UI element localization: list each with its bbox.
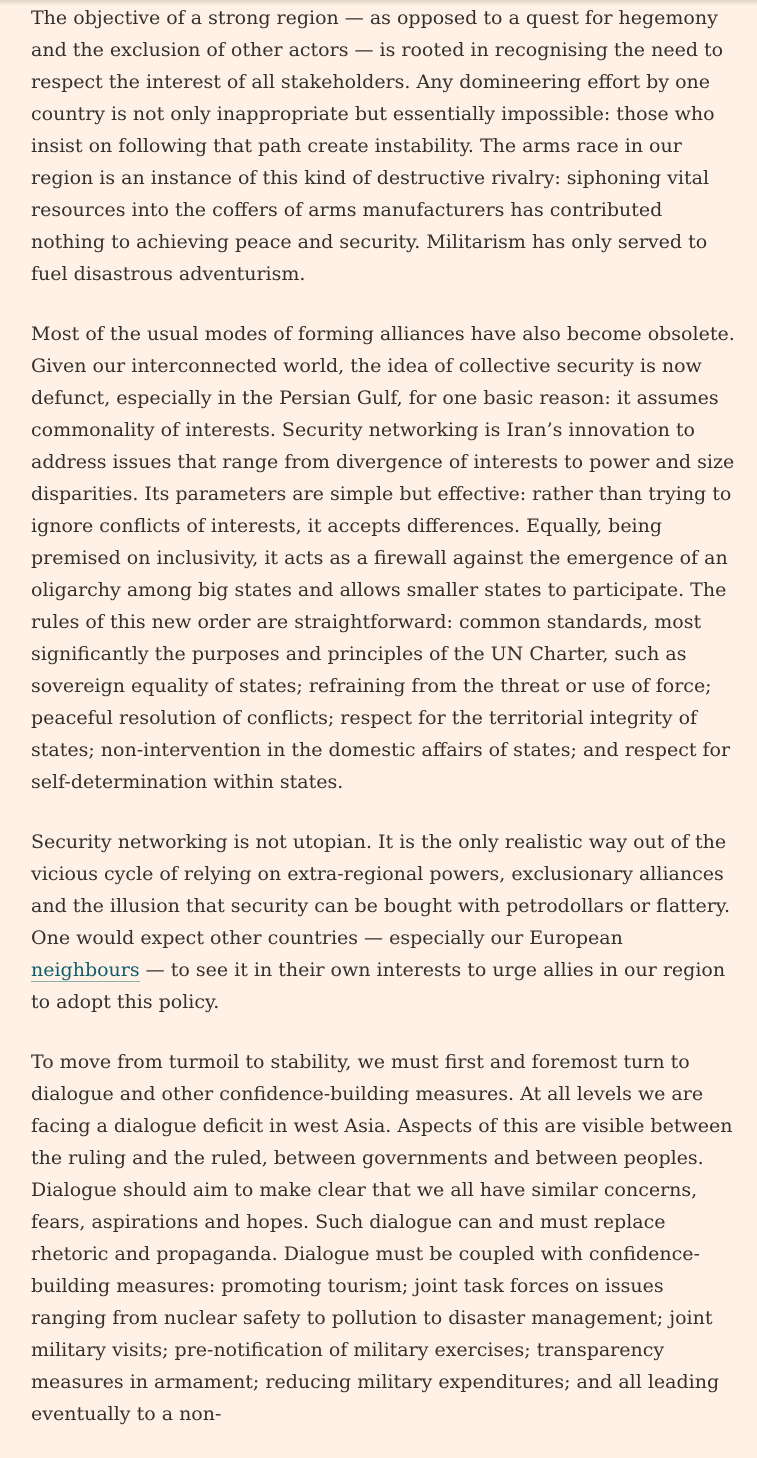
paragraph-dialogue: To move from turmoil to stability, we must first and foremost turn to dialogue and other confidence-building measures. At all levels we are facing a dialogue deficit in west Asia. Aspects of this are visible between the ruling and the ruled, between governments and between peoples. Dialogue should aim to make clear that we all have similar concerns, fears, aspirations and hopes. Such dialogue can and must replace rhetoric and propaganda. Dialogue must be coupled with confidence-building measures: promoting tourism; joint task forces on issues ranging from nuclear safety to pollution to disaster management; joint military visits; pre-notification of military exercises; transparency measures in armament; reducing military expenditures; and all leading eventually to a non- <box>31 1051 733 1425</box>
paragraph-text-after-link: — to see it in their own interests to urge allies in our region to adopt this policy. <box>31 959 726 1013</box>
article-body <box>31 2 735 1458</box>
paragraph-alliances-obsolete: Most of the usual modes of forming alliances have also become obsolete. Given our interconnected world, the idea of collective security is now defunct, especially in the Persian Gulf, for one basic reason: it assumes commonality of interests. Security networking is Iran’s innovation to address issues that range from divergence of interests to power and size disparities. Its parameters are simple but effective: rather than trying to ignore conflicts of interests, it accepts differences. Equally, being premised on inclusivity, it acts as a firewall against the emergence of an oligarchy among big states and allows smaller states to participate. The rules of this new order are straightforward: common standards, most significantly the purposes and principles of the UN Charter, such as sovereign equality of states; refraining from the threat or use of force; peaceful resolution of conflicts; respect for the territorial integrity of states; non-intervention in the domestic affairs of states; and respect for self-determination within states. <box>31 323 735 793</box>
paragraph-security-networking <box>31 826 735 1018</box>
paragraph-strong-region: The objective of a strong region — as opposed to a quest for hegemony and the exclusion of other actors — is rooted in recognising the need to respect the interest of all stakeholders. Any domineering effort by one country is not only inappropriate but essentially impossible: those who insist on following that path create instability. The arms race in our region is an instance of this kind of destructive rivalry: siphoning vital resources into the coffers of arms manufacturers has contributed nothing to achieving peace and security. Militarism has only served to fuel disastrous adventurism. <box>31 7 724 285</box>
neighbours-link[interactable]: neighbours <box>31 959 140 981</box>
paragraph-text-before-link: Security networking is not utopian. It is the only realistic way out of the vicious cycle of relying on extra-regional powers, exclusionary alliances and the illusion that security can be bought with petrodollars or flattery. One would expect other countries — especially our European <box>31 831 731 949</box>
